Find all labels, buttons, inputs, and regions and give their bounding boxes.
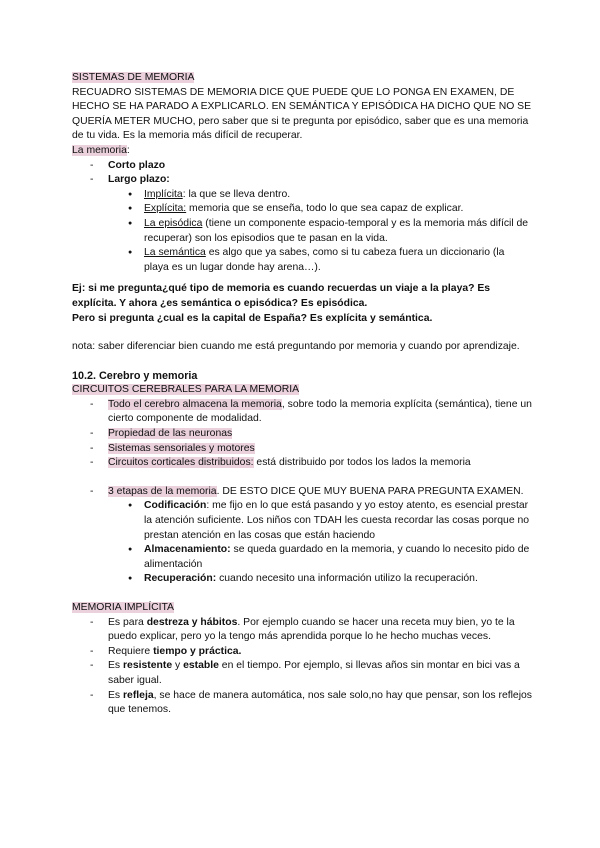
- list-item: - 3 etapas de la memoria. DE ESTO DICE QUE MUY BUENA PARA PREGUNTA EXAMEN. ● Codificación: me fijo en lo que está pasando y yo estoy atento, es esencial prestar la atención suficiente. Los niños con TDAH les cuesta recordar las cosas porque no prestan atención en las cosas que están haciendo ● Almacenamiento: se queda guardado en la memoria, y cuando lo necesito pido de alimentación ● Recuperación: cuando necesito una información utilizo la recuperación.: [72, 485, 532, 587]
- section-heading-cerebro: 10.2. Cerebro y memoria: [72, 369, 198, 382]
- list-item: ● Codificación: me fijo en lo que está pasando y yo estoy atento, es esencial prestar la atención suficiente. Los niños con TDAH les cuesta recordar las cosas porque no prestan atención en las cosas que están haciendo: [108, 499, 532, 543]
- list-item: ● Almacenamiento: se queda guardado en la memoria, y cuando lo necesito pido de alimentación: [108, 543, 532, 572]
- list-item: - Requiere tiempo y práctica.: [72, 645, 532, 660]
- section-subheading-circuitos: CIRCUITOS CEREBRALES PARA LA MEMORIA: [72, 384, 300, 396]
- list-item: - Todo el cerebro almacena la memoria, sobre todo la memoria explícita (semántica), tiene un cierto componente de modalidad.: [72, 398, 532, 427]
- list-item: - Circuitos corticales distribuidos: está distribuido por todos los lados la memoria: [72, 456, 532, 471]
- long-term-sublist: [108, 188, 532, 276]
- stages-sublist: [108, 499, 532, 587]
- intro-paragraph: RECUADRO SISTEMAS DE MEMORIA DICE QUE PUEDE QUE LO PONGA EN EXAMEN, DE HECHO SE HA PARADO A EXPLICARLO. EN SEMÁNTICA Y EPISÓDICA HA DICHO QUE NO SE QUERÍA METER MUCHO, pero saber que si te pregunta por episódico, saber que es una memoria de tu vida. Es la memoria más difícil de recuperar.: [72, 86, 532, 142]
- example-paragraph-2: Pero si pregunta ¿cual es la capital de España? Es explícita y semántica.: [72, 312, 433, 324]
- document-page: [72, 71, 532, 718]
- example-paragraph: Ej: si me pregunta¿qué tipo de memoria es cuando recuerdas un viaje a la playa? Es explícita. Y ahora ¿es semántica o episódica? Es episódica.: [72, 283, 491, 309]
- section-title-sistemas: SISTEMAS DE MEMORIA: [72, 72, 195, 83]
- note-paragraph: nota: saber diferenciar bien cuando me está preguntando por memoria y cuando por aprendizaje.: [72, 341, 520, 353]
- list-item: - Sistemas sensoriales y motores: [72, 442, 532, 457]
- memory-type-list: [72, 159, 532, 276]
- list-item: ● Recuperación: cuando necesito una información utilizo la recuperación.: [108, 572, 532, 587]
- list-item: - Largo plazo: ● Implícita: la que se lleva dentro. ● Explícita: memoria que se enseña, todo lo que sea capaz de explicar. ● La episódica (tiene un componente espacio-temporal y es la memoria más difícil de recuperar) son los episodios que te pasan en la vida. ● La semántica es algo que ya sabes, como si tu cabeza fuera un diccionario (la playa es un lugar donde hay arena…).: [72, 173, 532, 275]
- stages-list: [72, 485, 532, 587]
- list-item: ● Explícita: memoria que se enseña, todo lo que sea capaz de explicar.: [108, 202, 532, 217]
- memory-label-line: La memoria:: [72, 144, 130, 156]
- implicit-list: [72, 616, 532, 718]
- list-item: - Corto plazo: [72, 159, 532, 174]
- list-item: - Propiedad de las neuronas: [72, 427, 532, 442]
- circuits-list: [72, 398, 532, 471]
- list-item: - Es resistente y estable en el tiempo. Por ejemplo, si llevas años sin montar en bici vas a saber igual.: [72, 659, 532, 688]
- list-item: - Es refleja, se hace de manera automática, nos sale solo,no hay que pensar, son los reflejos que tenemos.: [72, 689, 532, 718]
- list-item: - Es para destreza y hábitos. Por ejemplo cuando se hacer una receta muy bien, yo te la puedo explicar, pero yo la tengo más aprendida porque lo he hecho muchas veces.: [72, 616, 532, 645]
- section-title-implicita: MEMORIA IMPLÍCITA: [72, 602, 174, 613]
- list-item: ● Implícita: la que se lleva dentro.: [108, 188, 532, 203]
- list-item: ● La semántica es algo que ya sabes, como si tu cabeza fuera un diccionario (la playa es un lugar donde hay arena…).: [108, 246, 532, 275]
- list-item: ● La episódica (tiene un componente espacio-temporal y es la memoria más difícil de recuperar) son los episodios que te pasan en la vida.: [108, 217, 532, 246]
